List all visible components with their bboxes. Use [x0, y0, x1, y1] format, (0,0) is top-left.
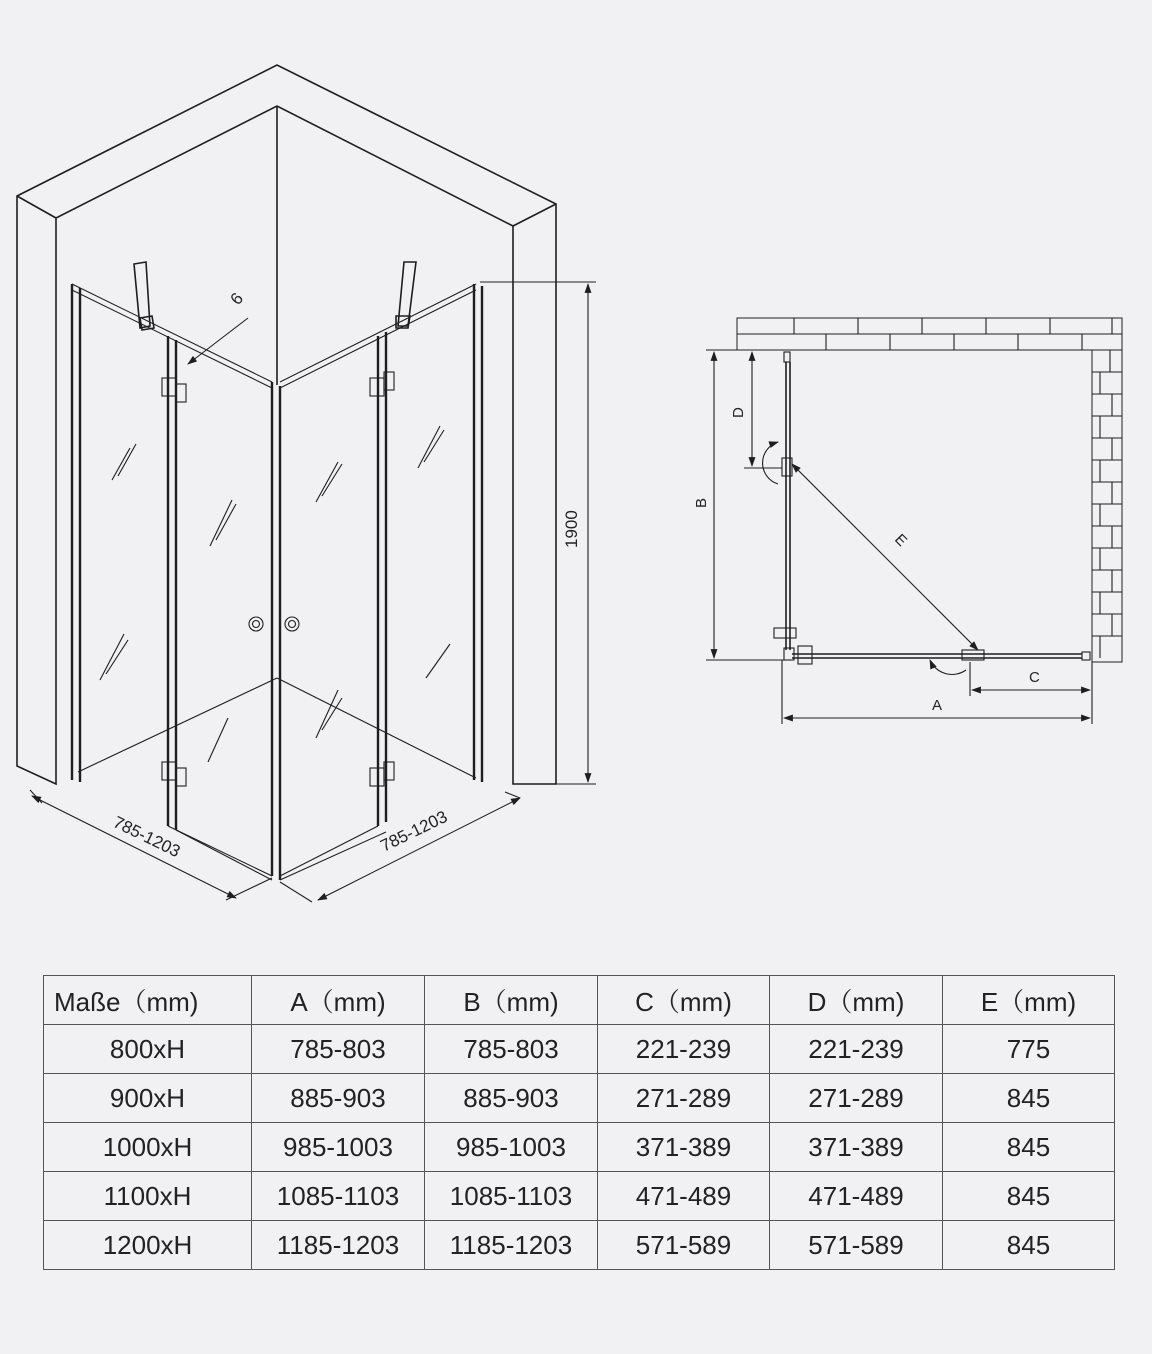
- table-row: [44, 1025, 1115, 1074]
- header-b: B（mm): [425, 976, 598, 1025]
- table-header-row: [44, 976, 1115, 1025]
- plan-label-D: D: [730, 407, 747, 418]
- table-row: [44, 1172, 1115, 1221]
- stabilizer-bar-icon: [134, 262, 416, 330]
- plan-dim-C: [970, 662, 1092, 724]
- cell-c: 471-489: [598, 1172, 770, 1221]
- cell-b: 885-903: [425, 1074, 598, 1123]
- width-dimension-left: [30, 790, 272, 900]
- cell-e: 845: [943, 1172, 1115, 1221]
- cell-size: 1000xH: [44, 1123, 252, 1172]
- cell-d: 471-489: [770, 1172, 943, 1221]
- cell-size: 800xH: [44, 1025, 252, 1074]
- cell-b: 1185-1203: [425, 1221, 598, 1270]
- cell-e: 845: [943, 1123, 1115, 1172]
- cell-b: 1085-1103: [425, 1172, 598, 1221]
- left-enclosure: [72, 284, 280, 880]
- cell-c: 271-289: [598, 1074, 770, 1123]
- plan-dim-B: [693, 350, 784, 660]
- cell-e: 845: [943, 1221, 1115, 1270]
- plan-enclosure: [763, 352, 1090, 674]
- cell-d: 221-239: [770, 1025, 943, 1074]
- cell-c: 221-239: [598, 1025, 770, 1074]
- header-d: D（mm): [770, 976, 943, 1025]
- cell-d: 571-589: [770, 1221, 943, 1270]
- dimensions-table: [43, 975, 1115, 1270]
- brick-wall-top: [737, 318, 1122, 350]
- right-enclosure: [280, 284, 482, 880]
- cell-a: 785-803: [252, 1025, 425, 1074]
- height-dimension: [480, 282, 596, 784]
- plan-label-A: A: [932, 697, 943, 714]
- header-a: A（mm): [252, 976, 425, 1025]
- plan-dim-A: [782, 660, 1090, 724]
- glass-reflections: [100, 426, 450, 762]
- door-knob-icon: [249, 617, 299, 631]
- floor-line-left: [78, 678, 277, 772]
- cell-a: 1085-1103: [252, 1172, 425, 1221]
- cell-c: 371-389: [598, 1123, 770, 1172]
- width-left-label: 785-1203: [110, 812, 184, 862]
- cell-size: 1200xH: [44, 1221, 252, 1270]
- width-dimension-right: [280, 792, 520, 902]
- height-label: 1900: [562, 510, 581, 548]
- cell-size: 900xH: [44, 1074, 252, 1123]
- plan-label-B: B: [693, 497, 710, 508]
- table-row: [44, 1221, 1115, 1270]
- table-row: [44, 1074, 1115, 1123]
- plan-view: [693, 318, 1122, 724]
- header-size: Maße（mm): [44, 976, 252, 1025]
- cell-size: 1100xH: [44, 1172, 252, 1221]
- brick-wall-right: [1092, 350, 1122, 662]
- cell-a: 1185-1203: [252, 1221, 425, 1270]
- cell-b: 785-803: [425, 1025, 598, 1074]
- thickness-label: 6: [226, 289, 248, 309]
- plan-label-C: C: [1029, 669, 1040, 686]
- plan-label-E: E: [891, 530, 911, 550]
- cell-a: 885-903: [252, 1074, 425, 1123]
- table-row: [44, 1123, 1115, 1172]
- cell-a: 985-1003: [252, 1123, 425, 1172]
- perspective-view: [17, 65, 596, 902]
- cell-d: 271-289: [770, 1074, 943, 1123]
- cell-e: 775: [943, 1025, 1115, 1074]
- width-right-label: 785-1203: [377, 807, 451, 856]
- cell-c: 571-589: [598, 1221, 770, 1270]
- header-e: E（mm): [943, 976, 1115, 1025]
- plan-dim-E: [792, 464, 978, 650]
- cell-e: 845: [943, 1074, 1115, 1123]
- plan-dim-D: [730, 352, 782, 468]
- header-c: C（mm): [598, 976, 770, 1025]
- floor-line-right: [277, 678, 476, 778]
- cell-b: 985-1003: [425, 1123, 598, 1172]
- hinge-icon: [162, 372, 394, 786]
- thickness-dimension: [188, 289, 248, 364]
- cell-d: 371-389: [770, 1123, 943, 1172]
